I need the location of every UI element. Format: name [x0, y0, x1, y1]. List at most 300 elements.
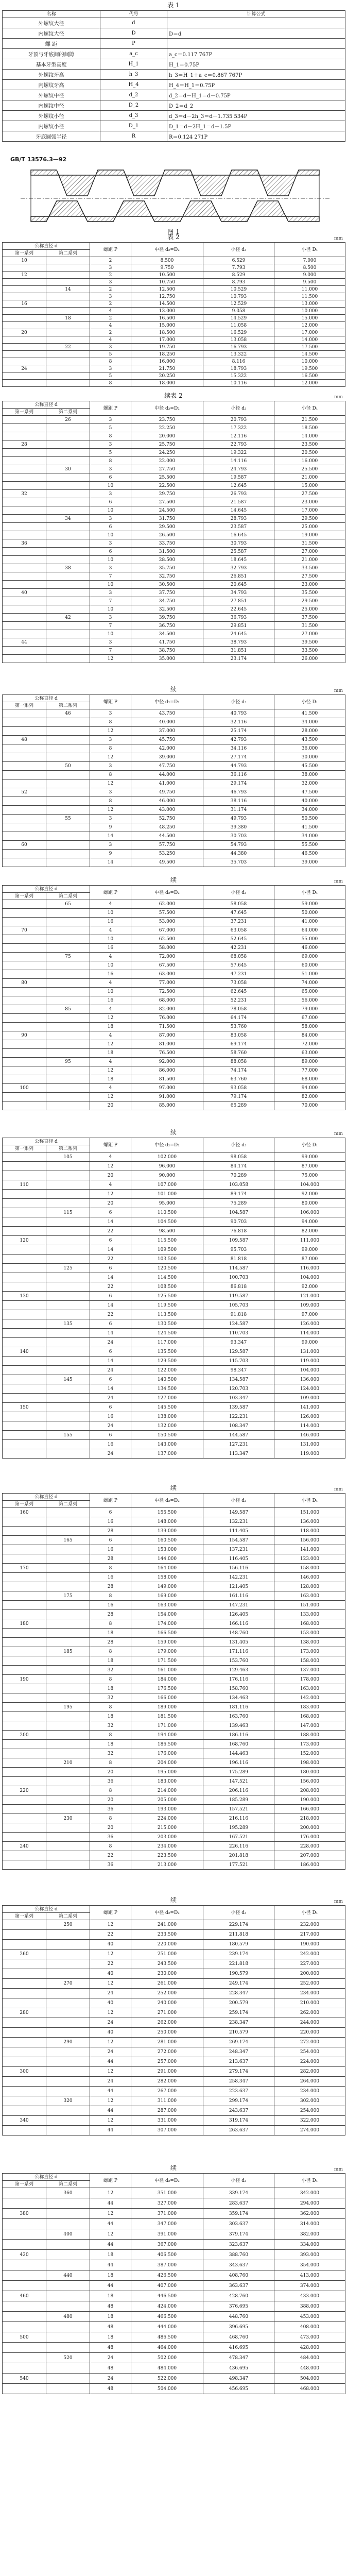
- minor-diameter-D1-cell: 342.000: [274, 2188, 345, 2198]
- minor-diameter-d3-cell: 70.289: [203, 1171, 274, 1180]
- pitch-diameter-cell: 144.000: [131, 1554, 203, 1564]
- minor-diameter-d3-cell: 121.405: [203, 1582, 274, 1591]
- pitch-diameter-cell: 351.000: [131, 2188, 203, 2198]
- pitch-diameter-cell: 132.000: [131, 1421, 203, 1431]
- table-row: [3, 1591, 345, 1601]
- first-series-cell: [3, 1638, 46, 1647]
- table-row: [3, 2384, 345, 2394]
- table-row: [3, 1823, 345, 1833]
- minor-diameter-d3-cell: 36.116: [203, 771, 274, 779]
- pitch-cell: 24: [90, 1338, 131, 1347]
- first-series-cell: [3, 605, 46, 614]
- minor-diameter-d3-cell: 30.703: [203, 832, 274, 841]
- minor-diameter-D1-cell: 186.000: [274, 1860, 345, 1870]
- pitch-diameter-cell: 169.000: [131, 1591, 203, 1601]
- first-series-cell: [3, 1998, 46, 2008]
- minor-diameter-D1-cell: 119.000: [274, 1357, 345, 1366]
- minor-diameter-d3-cell: 408.760: [203, 2270, 274, 2281]
- pitch-diameter-cell: 37.750: [131, 589, 203, 597]
- second-series-cell: [46, 2028, 90, 2038]
- symbols-table-caption: 表 1: [167, 2, 180, 9]
- minor-diameter-D1-cell: 43.500: [274, 736, 345, 744]
- pitch-diameter-cell: 138.000: [131, 1412, 203, 1421]
- minor-diameter-D1-cell: 28.000: [274, 727, 345, 736]
- minor-diameter-D1-cell: 176.000: [274, 1833, 345, 1842]
- minor-diameter-D1-cell: 14.000: [274, 336, 345, 344]
- minor-diameter-D1-cell: 433.000: [274, 2291, 345, 2301]
- pitch-cell: 16: [90, 918, 131, 926]
- second-series-cell: [46, 1768, 90, 1777]
- table-row: [3, 1403, 345, 1412]
- minor-diameter-d3-cell: 18.793: [203, 365, 274, 372]
- table-row: [3, 1031, 345, 1040]
- minor-diameter-D1-cell: 69.000: [274, 953, 345, 961]
- minor-diameter-d3-cell: 75.289: [203, 1199, 274, 1208]
- second-series-cell: [46, 1217, 90, 1227]
- minor-diameter-d3-cell: 157.521: [203, 1805, 274, 1814]
- minor-diameter-D1-cell: 9.000: [274, 272, 345, 279]
- second-series-cell: [46, 1721, 90, 1731]
- symbol-formula-cell: H_4＝H_1＝0.75P: [167, 80, 345, 90]
- pitch-diameter-cell: 134.500: [131, 1384, 203, 1394]
- second-series-cell: [46, 1347, 90, 1357]
- minor-diameter-D1-cell: 224.000: [274, 2057, 345, 2067]
- unit-label: mm: [334, 236, 343, 241]
- pitch-cell: 22: [90, 1851, 131, 1860]
- table-row: [3, 988, 345, 996]
- pitch-cell: 10: [90, 482, 131, 490]
- minor-diameter-D1-cell: 23.000: [274, 581, 345, 589]
- minor-diameter-d3-cell: 12.645: [203, 482, 274, 490]
- pitch-cell: 20: [90, 1199, 131, 1208]
- second-series-cell: [46, 944, 90, 953]
- header-second-series: 第二系列: [46, 1501, 90, 1508]
- symbol-code-cell: a_c: [100, 49, 167, 59]
- pitch-cell: 14: [90, 1273, 131, 1282]
- thread-dimension-table: [2, 1905, 345, 2136]
- pitch-diameter-cell: 18.000: [131, 380, 203, 387]
- first-series-cell: [3, 1421, 46, 1431]
- pitch-cell: 12: [90, 2008, 131, 2018]
- first-series-cell: [3, 2126, 46, 2136]
- first-series-cell: [3, 457, 46, 465]
- minor-diameter-d3-cell: 81.818: [203, 1255, 274, 1264]
- table-row: [3, 605, 345, 614]
- second-series-cell: 125: [46, 1264, 90, 1273]
- pitch-diameter-cell: 213.000: [131, 1860, 203, 1870]
- minor-diameter-D1-cell: 322.000: [274, 2116, 345, 2126]
- minor-diameter-d3-cell: 44.380: [203, 850, 274, 858]
- pitch-cell: 3: [90, 589, 131, 597]
- minor-diameter-D1-cell: 131.000: [274, 1440, 345, 1449]
- pitch-cell: 6: [90, 1431, 131, 1440]
- minor-diameter-d3-cell: 26.793: [203, 490, 274, 498]
- header-nominal-diameter: 公称直径 d: [3, 243, 90, 250]
- first-series-cell: [3, 1527, 46, 1536]
- minor-diameter-D1-cell: 448.000: [274, 2363, 345, 2374]
- thread-table-section: [0, 876, 347, 1108]
- table-row: [3, 1227, 345, 1236]
- table-row: [3, 2281, 345, 2291]
- minor-diameter-d3-cell: 376.695: [203, 2301, 274, 2312]
- minor-diameter-d3-cell: 79.174: [203, 1093, 274, 1101]
- table-row: [3, 2047, 345, 2057]
- second-series-cell: [46, 498, 90, 506]
- pitch-diameter-cell: 124.500: [131, 1329, 203, 1338]
- table-row: [3, 279, 345, 286]
- minor-diameter-d3-cell: 249.174: [203, 1979, 274, 1989]
- table-row: [3, 2077, 345, 2087]
- second-series-cell: 320: [46, 2096, 90, 2106]
- pitch-diameter-cell: 31.750: [131, 515, 203, 523]
- table-row: [3, 918, 345, 926]
- minor-diameter-D1-cell: 228.000: [274, 1842, 345, 1851]
- minor-diameter-d3-cell: 47.231: [203, 970, 274, 979]
- second-series-cell: [46, 638, 90, 647]
- second-series-cell: 230: [46, 1814, 90, 1823]
- table-row: [3, 2028, 345, 2038]
- second-series-cell: [46, 630, 90, 638]
- pitch-diameter-cell: 120.500: [131, 1264, 203, 1273]
- pitch-diameter-cell: 13.000: [131, 308, 203, 315]
- minor-diameter-D1-cell: 200.000: [274, 1969, 345, 1979]
- minor-diameter-D1-cell: 119.000: [274, 1449, 345, 1459]
- pitch-cell: 3: [90, 416, 131, 424]
- pitch-diameter-cell: 103.500: [131, 1255, 203, 1264]
- second-series-cell: 85: [46, 1005, 90, 1014]
- symbol-formula-cell: [167, 39, 345, 49]
- table-row: [3, 1171, 345, 1180]
- header-first-series: 第一系列: [3, 1145, 46, 1153]
- table-row: [3, 2291, 345, 2301]
- symbol-name-cell: 基本牙型高度: [3, 59, 100, 70]
- first-series-cell: [3, 744, 46, 753]
- minor-diameter-d3-cell: 14.529: [203, 315, 274, 322]
- table-row: [3, 727, 345, 736]
- table-row: [3, 762, 345, 771]
- minor-diameter-D1-cell: 124.000: [274, 1384, 345, 1394]
- minor-diameter-D1-cell: 46.500: [274, 850, 345, 858]
- first-series-cell: [3, 1693, 46, 1703]
- pitch-diameter-cell: 125.500: [131, 1292, 203, 1301]
- minor-diameter-d3-cell: 166.116: [203, 1619, 274, 1629]
- table-row: [3, 1842, 345, 1851]
- minor-diameter-D1-cell: 227.000: [274, 1959, 345, 1969]
- pitch-diameter-cell: 34.750: [131, 597, 203, 605]
- pitch-cell: 7: [90, 597, 131, 605]
- minor-diameter-d3-cell: 58.058: [203, 900, 274, 909]
- minor-diameter-D1-cell: 29.500: [274, 597, 345, 605]
- first-series-cell: 100: [3, 1084, 46, 1093]
- pitch-cell: 5: [90, 372, 131, 380]
- table-row: [3, 272, 345, 279]
- first-series-cell: 24: [3, 365, 46, 372]
- header-minor-diameter-internal: 小径 D₁: [274, 1494, 345, 1508]
- pitch-diameter-cell: 43.750: [131, 709, 203, 718]
- first-series-cell: [3, 1338, 46, 1347]
- second-series-cell: [46, 1236, 90, 1245]
- table-row: [3, 2106, 345, 2116]
- first-series-cell: [3, 2047, 46, 2057]
- minor-diameter-d3-cell: 42.231: [203, 944, 274, 953]
- symbols-row: [3, 18, 345, 28]
- second-series-cell: [46, 589, 90, 597]
- pitch-cell: 18: [90, 1740, 131, 1749]
- first-series-cell: [3, 416, 46, 424]
- table-row: [3, 440, 345, 449]
- pitch-diameter-cell: 90.000: [131, 1171, 203, 1180]
- second-series-cell: [46, 1084, 90, 1093]
- table-row: [3, 1851, 345, 1860]
- pitch-diameter-cell: 139.000: [131, 1527, 203, 1536]
- pitch-cell: 6: [90, 1319, 131, 1329]
- symbol-code-cell: D_2: [100, 100, 167, 111]
- minor-diameter-d3-cell: 259.174: [203, 2008, 274, 2018]
- pitch-cell: 8: [90, 1675, 131, 1684]
- pitch-diameter-cell: 176.500: [131, 1684, 203, 1693]
- pitch-diameter-cell: 22.500: [131, 482, 203, 490]
- first-series-cell: [3, 1217, 46, 1227]
- minor-diameter-d3-cell: 76.818: [203, 1227, 274, 1236]
- pitch-cell: 20: [90, 1795, 131, 1805]
- minor-diameter-D1-cell: 334.000: [274, 2240, 345, 2250]
- minor-diameter-D1-cell: 141.000: [274, 1403, 345, 1412]
- thread-profile-svg: [0, 165, 347, 227]
- minor-diameter-d3-cell: 46.793: [203, 788, 274, 797]
- pitch-cell: 8: [90, 1703, 131, 1712]
- table-row: [3, 416, 345, 424]
- pitch-diameter-cell: 14.500: [131, 300, 203, 308]
- minor-diameter-D1-cell: 234.000: [274, 1989, 345, 1998]
- symbols-row: [3, 49, 345, 59]
- pitch-cell: 48: [90, 2343, 131, 2353]
- table-row: [3, 622, 345, 630]
- second-series-cell: [46, 308, 90, 315]
- header-first-series: 第一系列: [3, 893, 46, 900]
- pitch-cell: 16: [90, 1573, 131, 1582]
- second-series-cell: 155: [46, 1431, 90, 1440]
- pitch-cell: 4: [90, 1180, 131, 1190]
- second-series-cell: 18: [46, 315, 90, 322]
- first-series-cell: [3, 597, 46, 605]
- pitch-cell: 2: [90, 272, 131, 279]
- table-row: [3, 788, 345, 797]
- first-series-cell: [3, 1058, 46, 1066]
- minor-diameter-D1-cell: 46.000: [274, 944, 345, 953]
- first-series-cell: [3, 2188, 46, 2198]
- pitch-diameter-cell: 10.750: [131, 279, 203, 286]
- pitch-diameter-cell: 267.000: [131, 2087, 203, 2096]
- first-series-cell: 110: [3, 1180, 46, 1190]
- second-series-cell: [46, 300, 90, 308]
- minor-diameter-D1-cell: 408.000: [274, 2322, 345, 2332]
- first-series-cell: [3, 1171, 46, 1180]
- minor-diameter-D1-cell: 168.000: [274, 1619, 345, 1629]
- pitch-diameter-cell: 76.500: [131, 1049, 203, 1058]
- header-first-series: 第一系列: [3, 250, 46, 257]
- second-series-cell: [46, 1412, 90, 1421]
- minor-diameter-D1-cell: 136.000: [274, 1375, 345, 1384]
- symbol-formula-cell: d_3＝d－2h_3＝d－1.735 534P: [167, 111, 345, 121]
- header-first-series: 第一系列: [3, 702, 46, 709]
- pitch-diameter-cell: 251.000: [131, 1950, 203, 1959]
- minor-diameter-d3-cell: 105.703: [203, 1301, 274, 1310]
- second-series-cell: [46, 1601, 90, 1610]
- second-series-cell: [46, 1749, 90, 1758]
- first-series-cell: [3, 2219, 46, 2229]
- minor-diameter-D1-cell: 13.000: [274, 300, 345, 308]
- second-series-cell: [46, 1573, 90, 1582]
- table-row: [3, 1245, 345, 1255]
- pitch-cell: 22: [90, 1930, 131, 1940]
- first-series-cell: [3, 1545, 46, 1554]
- pitch-diameter-cell: 194.000: [131, 1731, 203, 1740]
- first-series-cell: 130: [3, 1292, 46, 1301]
- pitch-diameter-cell: 43.000: [131, 806, 203, 815]
- minor-diameter-d3-cell: 180.579: [203, 1940, 274, 1950]
- minor-diameter-d3-cell: 153.760: [203, 1656, 274, 1666]
- first-series-cell: [3, 2384, 46, 2394]
- header-pitch: 螺距 P: [90, 886, 131, 900]
- second-series-cell: [46, 806, 90, 815]
- pitch-diameter-cell: 311.000: [131, 2096, 203, 2106]
- minor-diameter-d3-cell: 131.405: [203, 1638, 274, 1647]
- pitch-cell: 8: [90, 380, 131, 387]
- minor-diameter-D1-cell: 104.000: [274, 1273, 345, 1282]
- pitch-cell: 2: [90, 315, 131, 322]
- second-series-cell: [46, 727, 90, 736]
- minor-diameter-d3-cell: 65.289: [203, 1101, 274, 1110]
- minor-diameter-d3-cell: 98.058: [203, 1153, 274, 1162]
- symbols-row: [3, 28, 345, 39]
- pitch-diameter-cell: 158.000: [131, 1573, 203, 1582]
- first-series-cell: [3, 473, 46, 482]
- second-series-cell: [46, 548, 90, 556]
- pitch-cell: 24: [90, 2047, 131, 2057]
- second-series-cell: [46, 1675, 90, 1684]
- pitch-diameter-cell: 49.500: [131, 858, 203, 867]
- table-row: [3, 1786, 345, 1795]
- table-row: [3, 944, 345, 953]
- pitch-cell: 16: [90, 1601, 131, 1610]
- pitch-diameter-cell: 49.750: [131, 788, 203, 797]
- first-series-cell: [3, 1040, 46, 1049]
- pitch-cell: 10: [90, 935, 131, 944]
- thread-table-caption: 续: [170, 1484, 177, 1492]
- second-series-cell: [46, 926, 90, 935]
- table-row: [3, 1833, 345, 1842]
- second-series-cell: 95: [46, 1058, 90, 1066]
- header-pitch-diameter: 中径 d₂=D₂: [131, 2174, 203, 2188]
- second-series-cell: [46, 1292, 90, 1301]
- table-row: [3, 1950, 345, 1959]
- minor-diameter-d3-cell: 134.587: [203, 1375, 274, 1384]
- header-pitch-diameter: 中径 d₂=D₂: [131, 1906, 203, 1920]
- first-series-cell: [3, 1245, 46, 1255]
- second-series-cell: [46, 1740, 90, 1749]
- second-series-cell: [46, 1851, 90, 1860]
- pitch-cell: 18: [90, 1629, 131, 1638]
- table-row: [3, 1989, 345, 1998]
- pitch-diameter-cell: 76.000: [131, 1014, 203, 1023]
- first-series-cell: [3, 1049, 46, 1058]
- minor-diameter-D1-cell: 220.000: [274, 2028, 345, 2038]
- first-series-cell: [3, 779, 46, 788]
- minor-diameter-d3-cell: 32.116: [203, 718, 274, 727]
- pitch-cell: 14: [90, 1384, 131, 1394]
- second-series-cell: [46, 1049, 90, 1058]
- second-series-cell: 185: [46, 1647, 90, 1656]
- pitch-diameter-cell: 47.750: [131, 762, 203, 771]
- pitch-diameter-cell: 72.500: [131, 988, 203, 996]
- header-minor-diameter-internal: 小径 D₁: [274, 695, 345, 709]
- header-first-series: 第一系列: [3, 1913, 46, 1920]
- minor-diameter-D1-cell: 484.000: [274, 2353, 345, 2363]
- table-row: [3, 1601, 345, 1610]
- pitch-diameter-cell: 153.000: [131, 1545, 203, 1554]
- pitch-diameter-cell: 25.750: [131, 440, 203, 449]
- first-series-cell: [3, 647, 46, 655]
- first-series-cell: 500: [3, 2332, 46, 2343]
- first-series-cell: [3, 2343, 46, 2353]
- second-series-cell: [46, 581, 90, 589]
- minor-diameter-D1-cell: 84.000: [274, 1031, 345, 1040]
- header-second-series: 第二系列: [46, 409, 90, 416]
- header-first-series: 第一系列: [3, 409, 46, 416]
- minor-diameter-D1-cell: 50.000: [274, 909, 345, 918]
- first-series-cell: [3, 815, 46, 823]
- minor-diameter-D1-cell: 14.000: [274, 432, 345, 440]
- pitch-cell: 12: [90, 1190, 131, 1199]
- pitch-cell: 2: [90, 257, 131, 264]
- minor-diameter-d3-cell: 12.529: [203, 300, 274, 308]
- minor-diameter-d3-cell: 10.529: [203, 286, 274, 293]
- second-series-cell: [46, 1199, 90, 1208]
- first-series-cell: [3, 1647, 46, 1656]
- first-series-cell: [3, 2018, 46, 2028]
- first-series-cell: 460: [3, 2291, 46, 2301]
- pitch-cell: 3: [90, 709, 131, 718]
- minor-diameter-D1-cell: 15.000: [274, 482, 345, 490]
- pitch-diameter-cell: 24.250: [131, 449, 203, 457]
- pitch-diameter-cell: 252.000: [131, 1989, 203, 1998]
- pitch-diameter-cell: 193.000: [131, 1805, 203, 1814]
- table-row: [3, 515, 345, 523]
- second-series-cell: [46, 1638, 90, 1647]
- pitch-diameter-cell: 195.000: [131, 1768, 203, 1777]
- table-row: [3, 996, 345, 1005]
- table-row: [3, 424, 345, 432]
- pitch-diameter-cell: 241.000: [131, 1920, 203, 1930]
- first-series-cell: [3, 2353, 46, 2363]
- first-series-cell: [3, 1375, 46, 1384]
- second-series-cell: [46, 935, 90, 944]
- pitch-cell: 3: [90, 841, 131, 850]
- pitch-diameter-cell: 331.000: [131, 2116, 203, 2126]
- pitch-diameter-cell: 40.000: [131, 718, 203, 727]
- minor-diameter-d3-cell: 16.529: [203, 329, 274, 336]
- second-series-cell: [46, 858, 90, 867]
- pitch-diameter-cell: 117.000: [131, 1338, 203, 1347]
- second-series-cell: [46, 2343, 90, 2353]
- pitch-cell: 4: [90, 308, 131, 315]
- header-minor-diameter-external: 小径 d₃: [203, 1138, 274, 1153]
- minor-diameter-D1-cell: 146.000: [274, 1431, 345, 1440]
- pitch-diameter-cell: 159.000: [131, 1638, 203, 1647]
- pitch-cell: 5: [90, 351, 131, 358]
- minor-diameter-d3-cell: 120.703: [203, 1384, 274, 1394]
- table-row: [3, 900, 345, 909]
